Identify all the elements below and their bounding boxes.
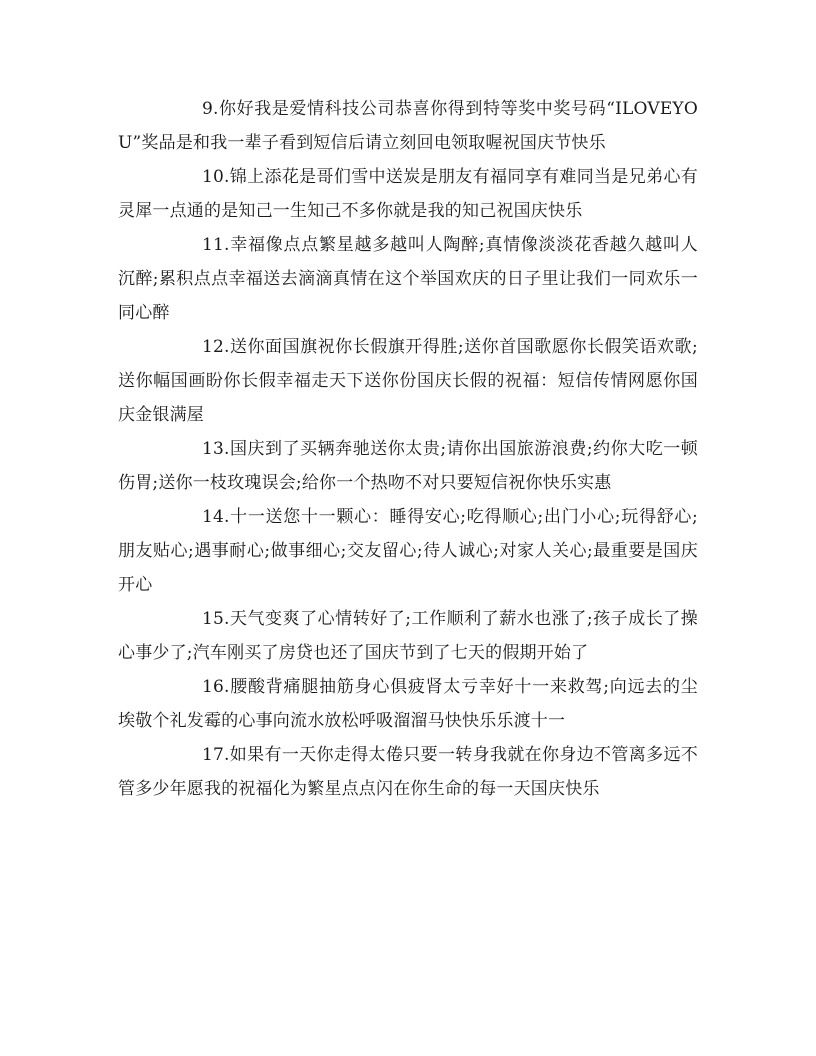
paragraph-10: 10.锦上添花是哥们雪中送炭是朋友有福同享有难同当是兄弟心有灵犀一点通的是知己一生知己不多你就是我的知己祝国庆快乐 bbox=[118, 167, 698, 221]
document-body bbox=[118, 92, 698, 806]
paragraph-9: 9.你好我是爱情科技公司恭喜你得到特等奖中奖号码“ILOVEYOU”奖品是和我一辈子看到短信后请立刻回电领取喔祝国庆节快乐 bbox=[118, 99, 698, 153]
paragraph-11: 11.幸福像点点繁星越多越叫人陶醉;真情像淡淡花香越久越叫人沉醉;累积点点幸福送去滴滴真情在这个举国欢庆的日子里让我们一同欢乐一同心醉 bbox=[118, 235, 698, 323]
paragraph-14: 14.十一送您十一颗心：睡得安心;吃得顺心;出门小心;玩得舒心;朋友贴心;遇事耐心;做事细心;交友留心;待人诚心;对家人关心;最重要是国庆开心 bbox=[118, 507, 698, 595]
paragraph-13: 13.国庆到了买辆奔驰送你太贵;请你出国旅游浪费;约你大吃一顿伤胃;送你一枝玫瑰误会;给你一个热吻不对只要短信祝你快乐实惠 bbox=[118, 439, 698, 493]
paragraph-12: 12.送你面国旗祝你长假旗开得胜;送你首国歌愿你长假笑语欢歌;送你幅国画盼你长假幸福走天下送你份国庆长假的祝福：短信传情网愿你国庆金银满屋 bbox=[118, 337, 698, 425]
paragraph-16: 16.腰酸背痛腿抽筋身心俱疲肾太亏幸好十一来救驾;向远去的尘埃敬个礼发霉的心事向流水放松呼吸溜溜马快快乐乐渡十一 bbox=[118, 677, 698, 731]
paragraph-15: 15.天气变爽了心情转好了;工作顺利了薪水也涨了;孩子成长了操心事少了;汽车刚买了房贷也还了国庆节到了七天的假期开始了 bbox=[118, 609, 698, 663]
paragraph-17: 17.如果有一天你走得太倦只要一转身我就在你身边不管离多远不管多少年愿我的祝福化为繁星点点闪在你生命的每一天国庆快乐 bbox=[118, 745, 698, 799]
